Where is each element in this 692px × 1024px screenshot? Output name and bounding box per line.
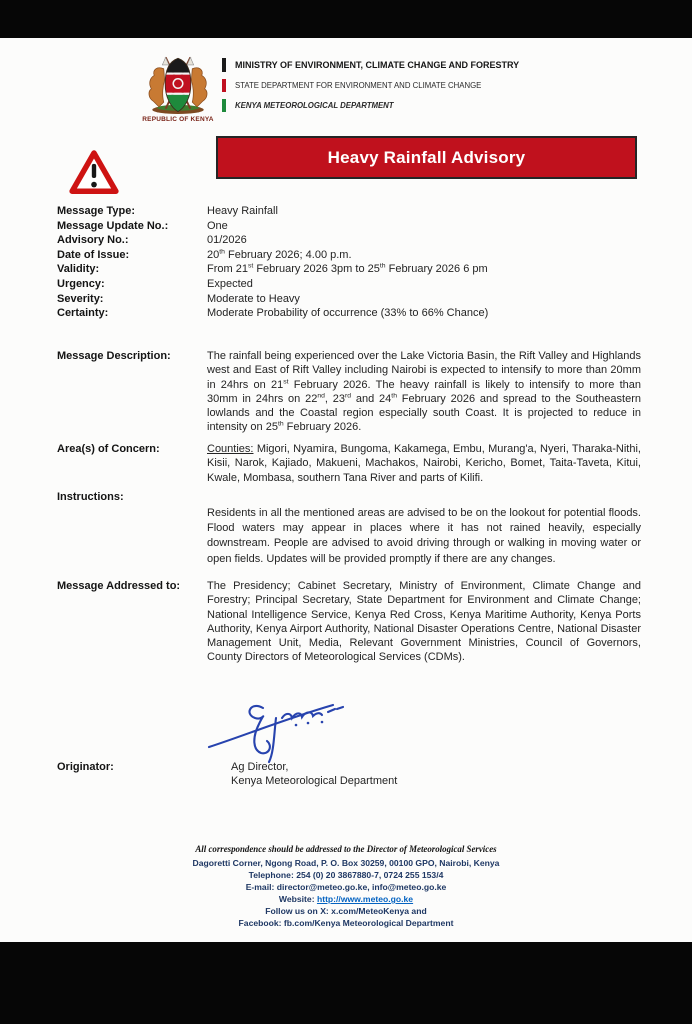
addressed-label: Message Addressed to: (57, 580, 181, 592)
field-value: 20th February 2026; 4.00 p.m. (207, 248, 352, 261)
field-row (57, 204, 641, 219)
footer-email: E-mail: director@meteo.go.ke, info@meteo.go.ke (245, 882, 447, 892)
advisory-fields (57, 204, 641, 321)
field-value: Moderate to Heavy (207, 292, 300, 305)
state-department-title: STATE DEPARTMENT FOR ENVIRONMENT AND CLIMATE CHANGE (222, 79, 642, 92)
met-department-title: KENYA METEOROLOGICAL DEPARTMENT (222, 99, 642, 112)
field-label: Message Update No.: (57, 219, 169, 232)
field-row (57, 248, 641, 263)
addressed-text: The Presidency; Cabinet Secretary, Ministry of Environment, Climate Change and Forestry; Principal Secretary, State Department for Environment and Climate Change; National Intelligence Service, Kenya Red Cross, Kenya Maritime Authority, Kenya Ports Authority, Kenya Airport Authority, National Disaster Operations Centre, National Disaster Management Unit, Media, Relevant Government Ministries, Council of Governors, County Directors of Meteorological Services (CDMs). (207, 580, 641, 664)
warning-triangle-icon (69, 145, 119, 205)
advisory-banner (216, 136, 637, 179)
areas-label: Area(s) of Concern: (57, 443, 160, 455)
signature-image (203, 693, 353, 770)
footer-website-label: Website: (278, 894, 315, 904)
field-row (57, 262, 641, 277)
ministry-title: MINISTRY OF ENVIRONMENT, CLIMATE CHANGE AND FORESTRY (222, 58, 642, 72)
counties-list: Migori, Nyamira, Bungoma, Kakamega, Embu, Murang'a, Nyeri, Tharaka-Nithi, Kisii, Narok, Kajiado, Makueni, Machakos, Nairobi, Kericho, Bomet, Taita-Taveta, Kitui, Kwale, Mombasa, southern Tana River and parts of Kilifi. (207, 443, 641, 484)
field-value: Heavy Rainfall (207, 205, 278, 217)
letterhead (222, 58, 642, 119)
footer-telephone: Telephone: 254 (0) 20 3867880-7, 0724 255 153/4 (248, 870, 444, 880)
advisory-banner-title: Heavy Rainfall Advisory (327, 147, 526, 167)
field-label: Validity: (57, 263, 100, 276)
field-label: Urgency: (57, 277, 105, 290)
footer-website-link[interactable]: http://www.meteo.go.ke (316, 894, 414, 904)
field-row (57, 292, 641, 307)
field-value: Moderate Probability of occurrence (33% to 66% Chance) (207, 307, 489, 320)
description-text: The rainfall being experienced over the Lake Victoria Basin, the Rift Valley and Highlands west and East of Rift Valley including Nairobi is expected to intensify to more than 20mm in 24hrs on 21st February 2026. The heavy rainfall is likely to intensify to more than 30mm in 24hrs on 22nd, 23rd and 24th February 2026 and spread to the Southeastern lowlands and the Coastal region especially south Coast. It is projected to reduce in intensity on 25th February 2026. (207, 350, 642, 434)
footer-correspondence-note: All correspondence should be addressed to the Director of Meteorological Services (195, 844, 497, 854)
document-footer (0, 844, 692, 929)
counties-label: Counties: (207, 443, 254, 455)
field-value: Expected (207, 277, 253, 290)
instructions-text: Residents in all the mentioned areas are advised to be on the lookout for potential floods. Flood waters may appear in places where it has not rained heavily, especially downstream. People are advised to avoid driving through or walking in moving water or open fields. Updates will be provided promptly if there are any changes. (207, 507, 641, 565)
kenya-coat-of-arms (136, 53, 220, 123)
document-page (0, 38, 692, 942)
emblem-caption: REPUBLIC OF KENYA (142, 116, 214, 123)
field-row (57, 277, 641, 292)
field-label: Message Type: (57, 205, 136, 217)
areas-text (207, 442, 641, 485)
originator-label: Originator: (57, 761, 114, 773)
originator-title: Ag Director, (231, 761, 289, 773)
footer-social-facebook: Facebook: fb.com/Kenya Meteorological Department (238, 918, 454, 928)
field-label: Advisory No.: (57, 234, 129, 247)
field-label: Severity: (57, 292, 104, 305)
field-value: 01/2026 (207, 234, 247, 247)
footer-social-x: Follow us on X: x.com/MeteoKenya and (265, 906, 427, 916)
footer-website-line (0, 893, 692, 905)
field-value: One (207, 219, 228, 232)
originator-text (231, 760, 397, 788)
field-value: From 21st February 2026 3pm to 25th February 2026 6 pm (207, 262, 488, 276)
instructions-label: Instructions: (57, 491, 124, 503)
field-label: Certainty: (57, 307, 109, 320)
description-label: Message Description: (57, 350, 171, 362)
originator-department: Kenya Meteorological Department (231, 775, 398, 787)
field-row (57, 219, 641, 234)
field-row (57, 306, 641, 321)
field-row (57, 233, 641, 248)
coat-of-arms-icon (138, 53, 218, 115)
footer-address: Dagoretti Corner, Ngong Road, P. O. Box 30259, 00100 GPO, Nairobi, Kenya (192, 858, 500, 868)
field-label: Date of Issue: (57, 248, 130, 261)
